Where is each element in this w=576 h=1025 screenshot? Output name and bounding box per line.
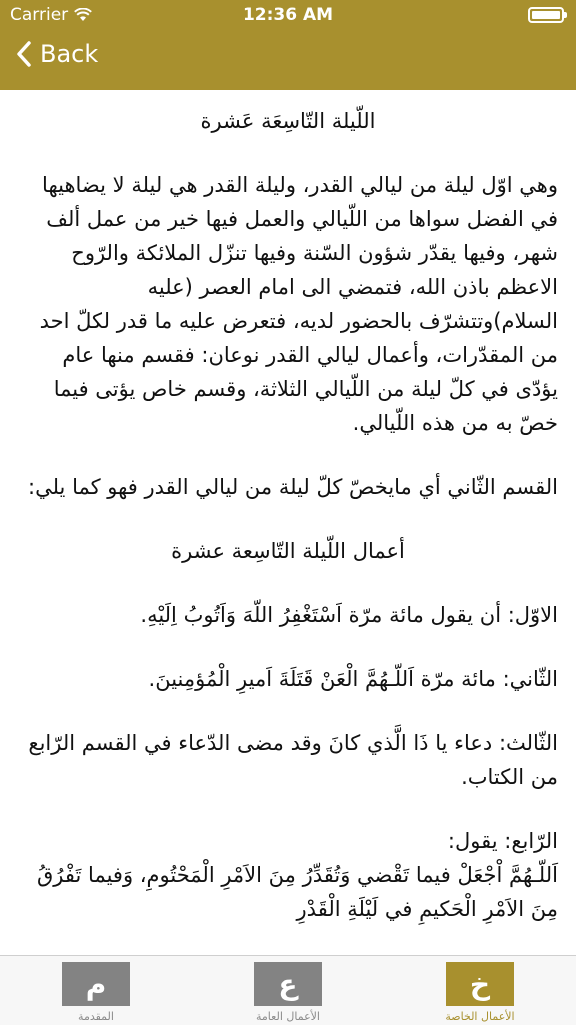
paragraph-section-two: القسم الثّاني أي مايخصّ كلّ ليلة من ليالي القدر فهو كما يلي: (28, 475, 558, 499)
status-time: 12:36 AM (242, 5, 334, 25)
ain-letter-icon: ع (254, 962, 322, 1006)
paragraph-second: الثّاني: مائة مرّة اَللّـهُمَّ الْعَنْ قَتَلَةَ اَميرِ الْمُؤمِنينَ. (148, 667, 558, 691)
page-title: اللّيلة التّاسِعَة عَشرة (200, 109, 376, 133)
kha-letter-icon: خ (446, 962, 514, 1006)
tab-label: الأعمال العامة (256, 1010, 320, 1023)
status-bar (0, 0, 576, 30)
paragraph-fourth-heading: الرّابع: يقول: (447, 829, 558, 853)
tab-general-deeds[interactable] (192, 956, 384, 1025)
navigation-header (0, 0, 576, 90)
paragraph-intro: وهي اوّل ليلة من ليالي القدر، وليلة القدر هي ليلة لا يضاهيها في الفضل سواها من اللّيالي والعمل فيها خير من عمل ألف شهر، وفيها يقدّر شؤون السّنة وفيها تنزّل الملائكة والرّوح الاعظم باذن الله، فتمضي الى امام العصر (عليه السلام)وتتشرّف بالحضور لديه، فتعرض عليه ما قدر لكلّ احد من المقدّرات، وأعمال ليالي القدر نوعان: فقسم منها عام يؤدّى في كلّ ليلة من اللّيالي الثلاثة، وقسم خاص يؤتى فيما خصّ به من هذه اللّيالي. (39, 173, 558, 435)
meem-letter-icon: م (62, 962, 130, 1006)
article-text (0, 90, 576, 926)
carrier-label: Carrier (10, 5, 69, 25)
tab-bar (0, 955, 576, 1025)
battery-icon (528, 7, 564, 23)
content-scroll-area[interactable] (0, 90, 576, 945)
paragraph-first: الاوّل: أن يقول مائة مرّة اَسْتَغْفِرُ اللّهَ وَاَتُوبُ اِلَيْهِ. (140, 603, 558, 627)
section-subtitle: أعمال اللّيلة التّاسِعة عشرة (171, 539, 405, 563)
tab-special-deeds[interactable] (384, 956, 576, 1025)
tab-label: الأعمال الخاصة (445, 1010, 515, 1023)
paragraph-third: الثّالث: دعاء يا ذَا الَّذي كانَ وقد مضى الدّعاء في القسم الرّابع من الكتاب. (28, 731, 558, 789)
tab-introduction[interactable] (0, 956, 192, 1025)
back-button[interactable] (16, 40, 98, 68)
chevron-left-icon (16, 40, 32, 68)
back-label: Back (40, 40, 99, 68)
tab-label: المقدمة (78, 1010, 114, 1023)
paragraph-dua: اَللّـهُمَّ اْجْعَلْ فيما تَقْضي وَتُقَدِّرُ مِنَ الاَمْرِ الْمَحْتُومِ، وَفيما تَفْرُقُ مِنَ الاَمْرِ الْحَكيمِ في لَيْلَةِ الْقَدْرِ (37, 863, 558, 921)
